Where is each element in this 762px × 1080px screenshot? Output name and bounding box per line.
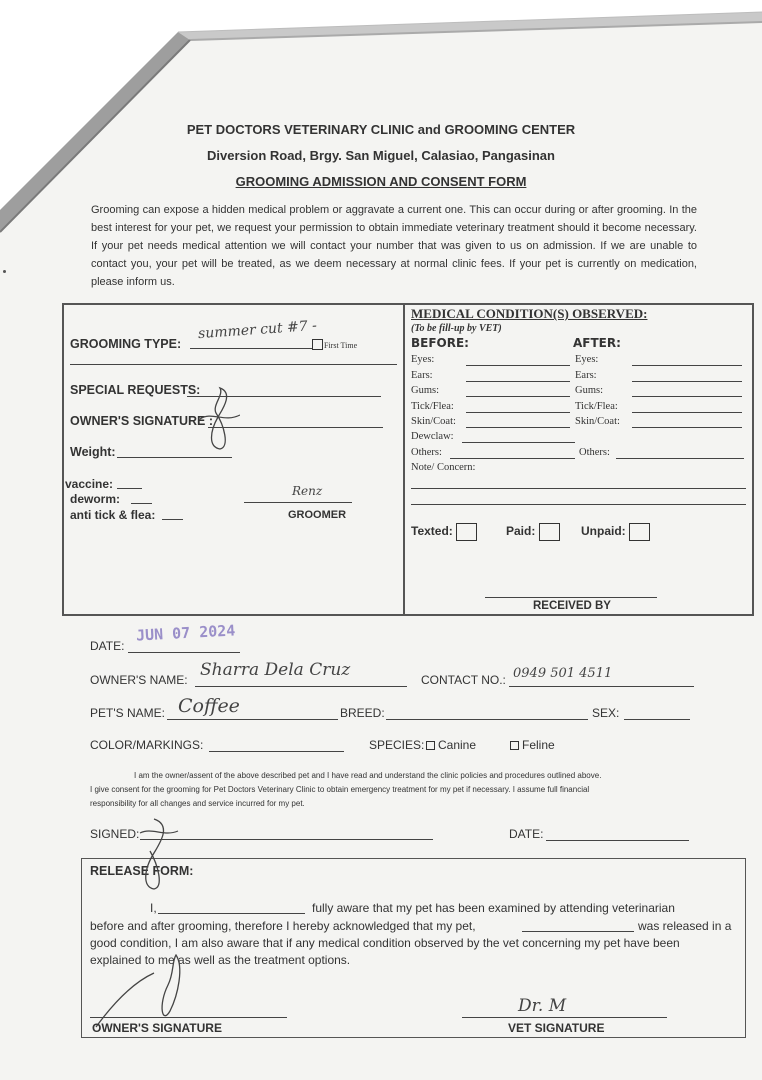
- medical-before-line[interactable]: [466, 381, 570, 382]
- sex-label: SEX:: [592, 706, 620, 720]
- medical-before-label: Gums:: [411, 385, 440, 396]
- medical-before-label: Skin/Coat:: [411, 416, 456, 427]
- intro-paragraph: Grooming can expose a hidden medical problem or aggravate a current one. This can occur during or after grooming. In the best interest for your pet, we request your permission to obtain immediate veterinary treatment should it become necessary. If your pet needs medical attention we will contact your number that was given to us on admission. If we are unable to contact you, your pet will be treated, as we deem necessary at normal clinic fees. If your pet is currently on medication, please inform us.: [91, 204, 697, 288]
- grooming-extra-line: [70, 364, 397, 365]
- medical-after-label: Eyes:: [575, 354, 599, 365]
- panel-divider: [403, 303, 405, 616]
- owner-name-value[interactable]: Sharra Dela Cruz: [200, 660, 351, 680]
- form-title: GROOMING ADMISSION AND CONSENT FORM: [235, 174, 527, 189]
- others-after-line[interactable]: [616, 458, 744, 459]
- medical-before-label: Ears:: [411, 369, 433, 381]
- vet-signature-name: Dr. M: [518, 996, 567, 1016]
- breed-label: BREED:: [340, 706, 385, 720]
- date-stamp: JUN 07 2024: [135, 621, 236, 645]
- weight-label: Weight:: [70, 445, 116, 459]
- pet-name-label: PET'S NAME:: [90, 706, 165, 720]
- grooming-type-line: [190, 348, 312, 349]
- texted-checkbox[interactable]: [456, 523, 477, 541]
- antitick-line: [162, 519, 183, 520]
- consent-line-2: I give consent for the grooming for Pet Doctors Veterinary Clinic to obtain emergency treatment for my pet if necessary. I assume full financial: [90, 785, 590, 794]
- owner-name-line[interactable]: [195, 686, 407, 687]
- others-before-label: Others:: [411, 447, 442, 458]
- scan-dot: [3, 270, 6, 273]
- medical-title: MEDICAL CONDITION(S) OBSERVED:: [411, 306, 648, 321]
- vaccine-label: vaccine:: [65, 477, 114, 491]
- first-time-checkbox[interactable]: [312, 339, 323, 350]
- after-label: AFTER:: [573, 336, 621, 350]
- medical-subtitle: (To be fill-up by VET): [411, 323, 502, 334]
- medical-before-label: Eyes:: [411, 354, 435, 365]
- groomer-name: Renz: [292, 484, 323, 498]
- received-by-label: RECEIVED BY: [533, 600, 611, 612]
- medical-after-line[interactable]: [632, 412, 742, 413]
- signed-label: SIGNED:: [90, 827, 140, 841]
- color-markings-label: COLOR/MARKINGS:: [90, 738, 204, 752]
- species-label: SPECIES:: [369, 738, 425, 752]
- medical-after-label: Gums:: [575, 385, 604, 396]
- release-line2-b: was released in a: [638, 919, 732, 933]
- unpaid-label: Unpaid:: [581, 524, 626, 539]
- feline-label: Feline: [522, 738, 555, 752]
- others-before-line[interactable]: [450, 458, 575, 459]
- medical-after-line[interactable]: [632, 381, 742, 382]
- clinic-name: PET DOCTORS VETERINARY CLINIC and GROOMING CENTER: [186, 122, 576, 137]
- medical-before-line[interactable]: [466, 427, 570, 428]
- medical-after-label: Skin/Coat:: [575, 416, 620, 427]
- dewclaw-label: Dewclaw:: [411, 431, 454, 442]
- medical-after-label: Ears:: [575, 369, 597, 381]
- release-line1-b: fully aware that my pet has been examined by attending veterinarian: [312, 901, 675, 915]
- release-line3: good condition, I am also aware that if any medical condition observed by the vet concerning my pet have been: [90, 936, 680, 950]
- release-title: RELEASE FORM:: [90, 864, 194, 878]
- texted-label: Texted:: [411, 524, 453, 539]
- antitick-label: anti tick & flea:: [70, 508, 156, 522]
- grooming-type-label: GROOMING TYPE:: [70, 337, 182, 351]
- owner-signature-mark: [200, 385, 240, 455]
- release-line1-a: I,: [150, 901, 157, 915]
- deworm-label: deworm:: [70, 492, 121, 506]
- consent-date-line[interactable]: [546, 840, 689, 841]
- vaccine-line: [117, 488, 142, 489]
- owner-signature-scribble: [92, 805, 222, 1035]
- special-requests-label: SPECIAL REQUESTS:: [70, 383, 201, 397]
- paid-label: Paid:: [506, 524, 536, 539]
- received-by-line: [485, 597, 657, 598]
- contact-value[interactable]: 0949 501 4511: [513, 666, 613, 681]
- groomer-label: GROOMER: [288, 509, 347, 521]
- date-line[interactable]: [128, 652, 240, 653]
- owner-name-label: OWNER'S NAME:: [90, 673, 188, 687]
- medical-after-line[interactable]: [632, 365, 742, 366]
- contact-line[interactable]: [509, 686, 694, 687]
- contact-label: CONTACT NO.:: [421, 673, 506, 687]
- vet-signature-line[interactable]: [462, 1017, 667, 1018]
- medical-before-label: Tick/Flea:: [411, 400, 454, 412]
- release-line4: explained to me as well as the treatment options.: [90, 953, 351, 967]
- consent-line-3: responsibility for all changes and service incurred for my pet.: [90, 799, 305, 808]
- before-label: BEFORE:: [411, 336, 469, 350]
- release-pet-line[interactable]: [522, 931, 634, 932]
- clinic-address: Diversion Road, Brgy. San Miguel, Calasiao, Pangasinan: [207, 148, 555, 163]
- medical-after-label: Tick/Flea:: [575, 400, 618, 412]
- canine-label: Canine: [438, 738, 477, 752]
- breed-line[interactable]: [386, 719, 588, 720]
- color-markings-line[interactable]: [209, 751, 344, 752]
- pet-name-value[interactable]: Coffee: [178, 695, 240, 717]
- dewclaw-line[interactable]: [462, 442, 575, 443]
- owner-signature-bottom-line[interactable]: [90, 1017, 287, 1018]
- release-line2-a: before and after grooming, therefore I hereby acknowledged that my pet,: [90, 919, 476, 933]
- others-after-label: Others:: [579, 447, 610, 458]
- vet-sig-label: VET SIGNATURE: [508, 1021, 605, 1035]
- sex-line[interactable]: [624, 719, 690, 720]
- owner-sig-label: OWNER'S SIGNATURE: [92, 1021, 222, 1035]
- feline-checkbox[interactable]: [510, 741, 519, 750]
- unpaid-checkbox[interactable]: [629, 523, 650, 541]
- consent-date-label: DATE:: [509, 827, 544, 841]
- deworm-line: [131, 503, 152, 504]
- note-line-2[interactable]: [411, 504, 746, 505]
- consent-line-1: I am the owner/assent of the above described pet and I have read and understand the clinic policies and procedures outlined above.: [134, 771, 602, 780]
- pet-name-line[interactable]: [167, 719, 338, 720]
- medical-after-line[interactable]: [632, 427, 742, 428]
- paid-checkbox[interactable]: [539, 523, 560, 541]
- canine-checkbox[interactable]: [426, 741, 435, 750]
- groomer-line: [244, 502, 352, 503]
- date-label: DATE:: [90, 639, 125, 653]
- medical-before-line[interactable]: [466, 365, 570, 366]
- first-time-label: First Time: [324, 341, 358, 350]
- note-line-1[interactable]: [411, 488, 746, 489]
- note-label: Note/ Concern:: [411, 462, 476, 473]
- medical-after-line[interactable]: [632, 396, 742, 397]
- owner-signature-label: OWNER'S SIGNATURE :: [70, 414, 214, 428]
- medical-before-line[interactable]: [466, 396, 570, 397]
- grooming-type-value[interactable]: summer cut #7 -: [197, 317, 318, 343]
- weight-line: [117, 457, 232, 458]
- medical-before-line[interactable]: [466, 412, 570, 413]
